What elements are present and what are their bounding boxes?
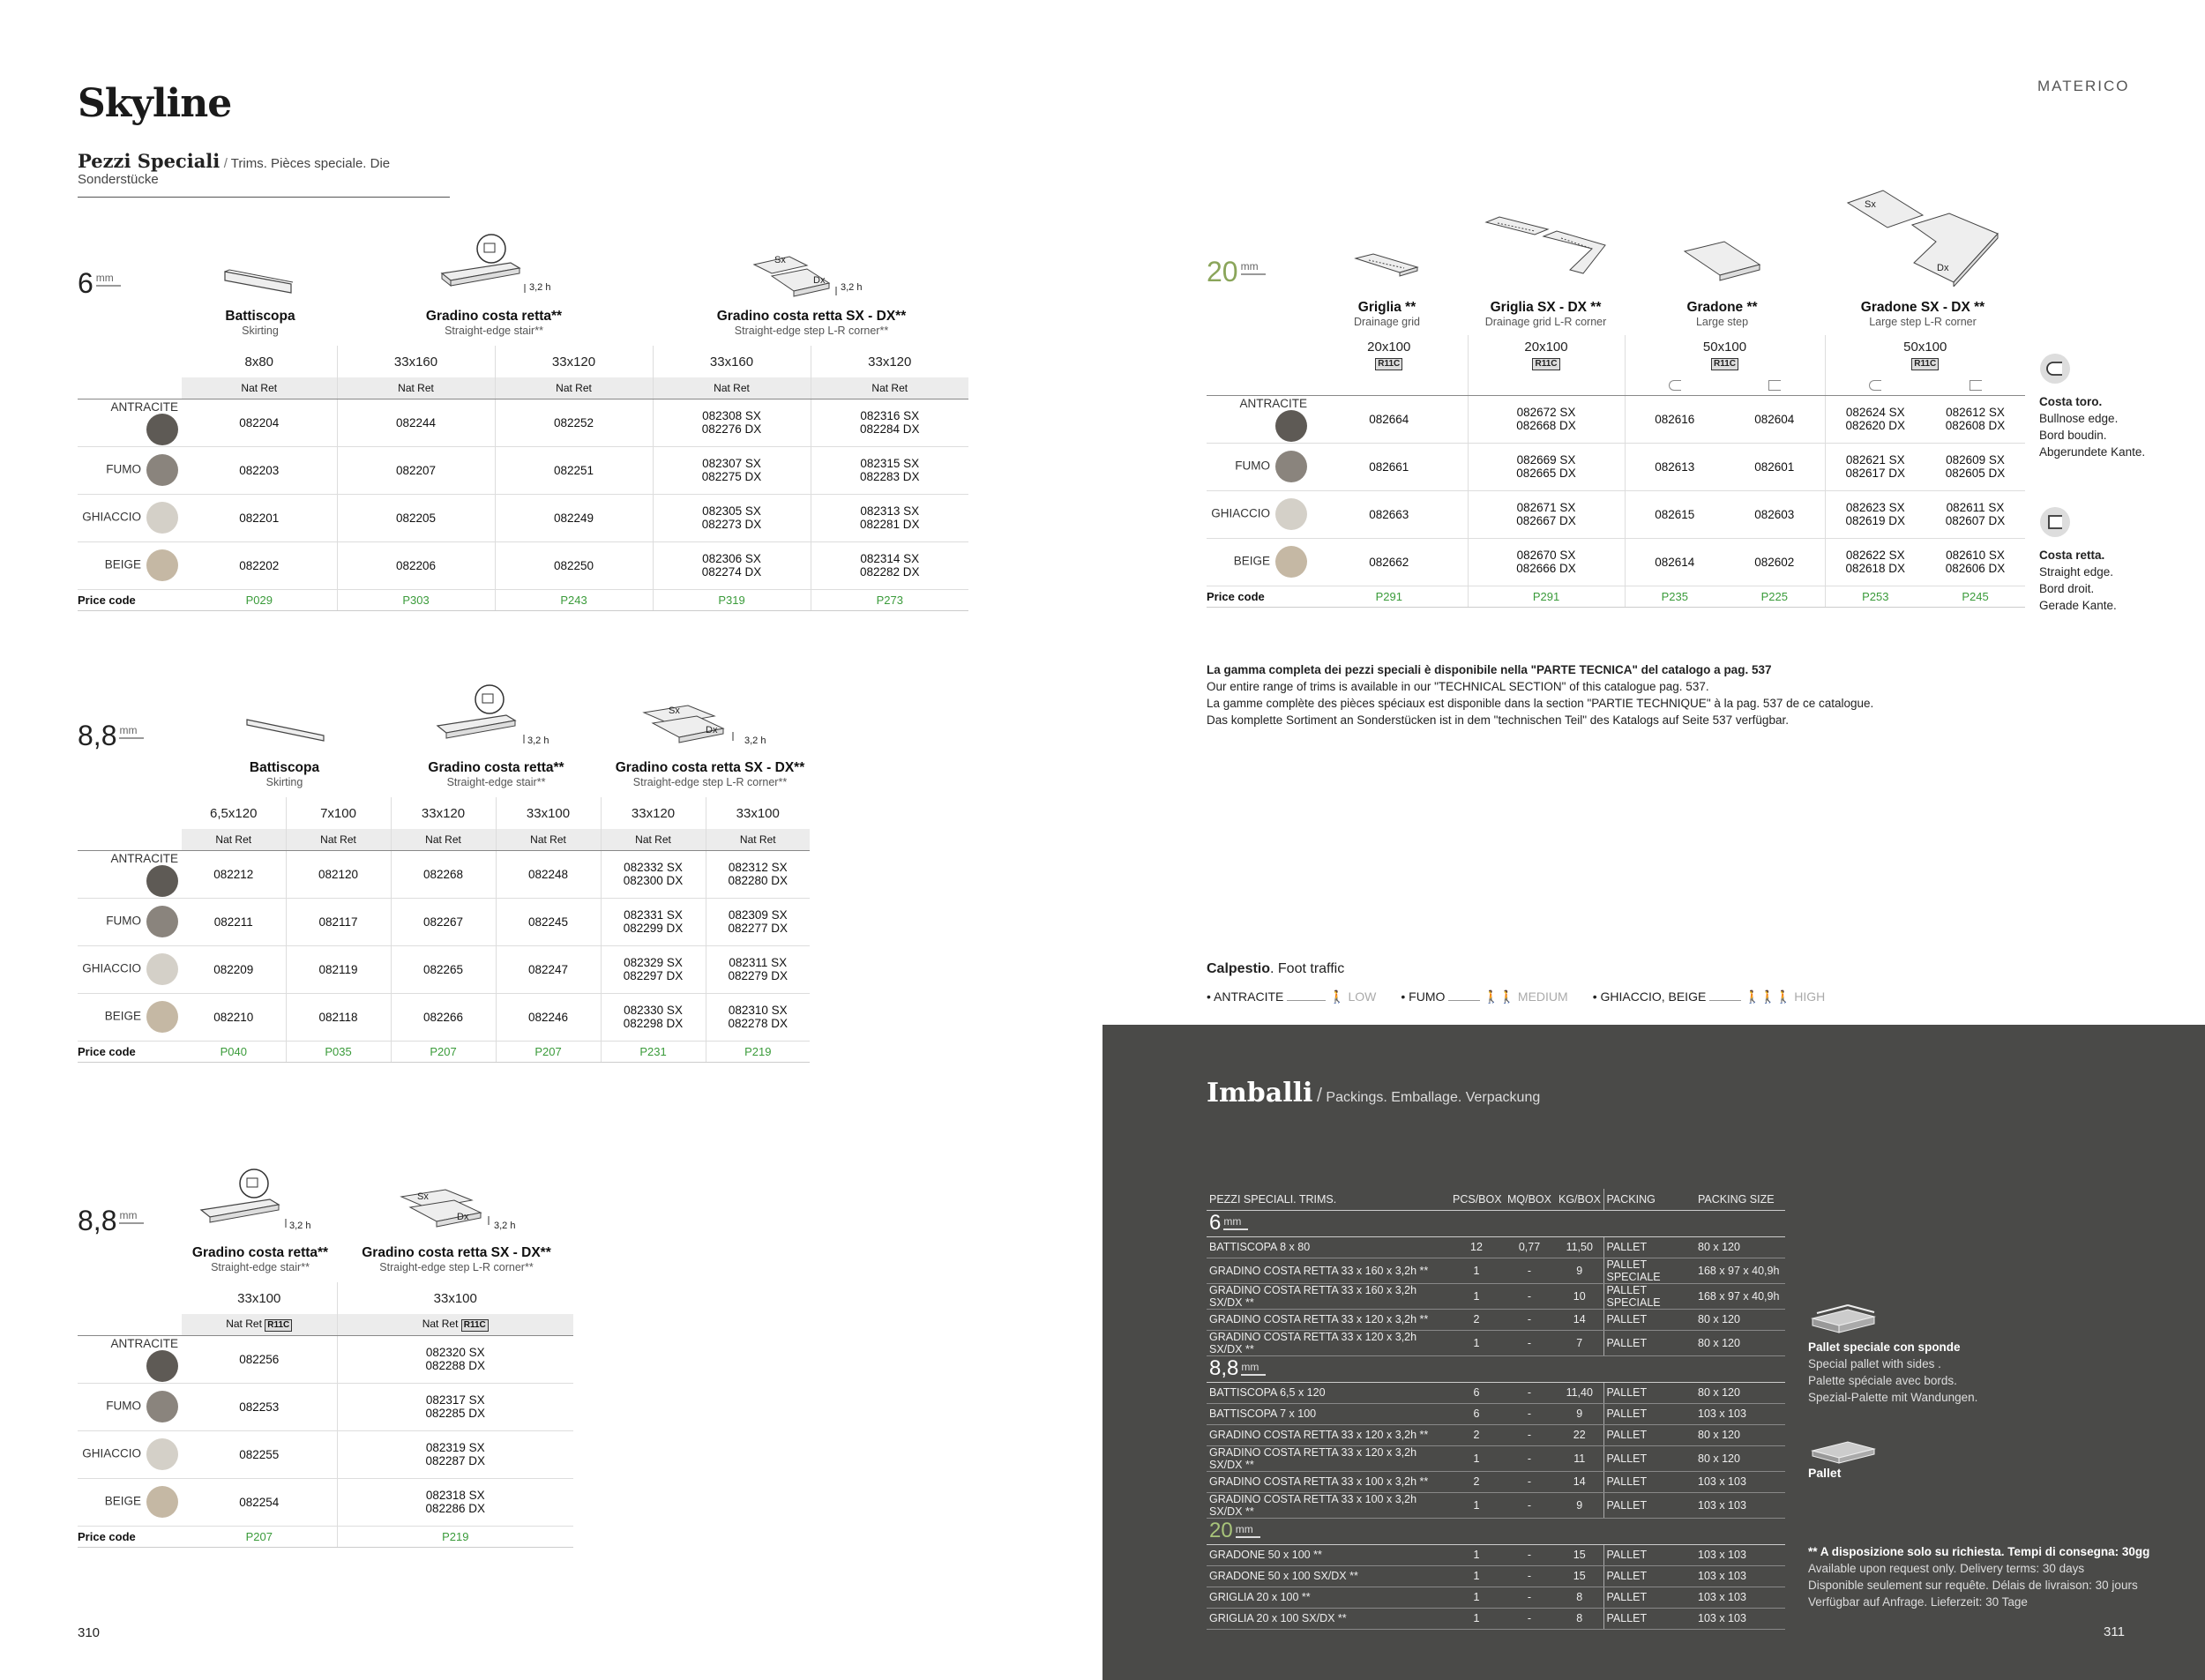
table-row: BEIGE 082254 082318 SX 082286 DX [78, 1478, 573, 1526]
table-row: GRADINO COSTA RETTA 33 x 100 x 3,2h ** 2 - 14 PALLET 103 x 103 [1207, 1471, 1785, 1492]
product-gradino: Gradino costa retta** Straight-edge stair** [425, 309, 563, 337]
bullnose-edge-icon [2039, 353, 2071, 385]
trims-table-6mm: 8x80 33x160 33x120 33x160 33x120 Nat Ret Nat Ret Nat Ret Nat Ret Nat Ret ANTRACITE 082204 082244 082252 082308 SX 082276 DX 082316 SX 082284 DX FUMO 082203 082207 082251 082307 SX 082275 DX 082315 SX 082283 DX GHIACCIO 082201 082205 082249 082305 SX 082273 DX 082313 SX 082281 DX BEIGE 082202 082206 082250 082306 SX 082274 DX 082314 SX 082282 DX Price code P029 P303 P243 P319 P273 [78, 346, 968, 611]
table-row: GRADINO COSTA RETTA 33 x 100 x 3,2h SX/DX ** 1 - 9 PALLET 103 x 103 [1207, 1492, 1785, 1518]
straight-edge-icon [1768, 380, 1781, 391]
packings-table: PEZZI SPECIALI. TRIMS. PCS/BOX MQ/BOX KG/BOX PACKING PACKING SIZE 6 mm BATTISCOPA 8 x 80 12 0,77 11,50 PALLET 80 x 120 GRADINO COSTA RETTA 33 x 160 x 3,2h ** 1 - 9 PALLET SPECIALE 168 x 97 x 40,9h GRADINO COSTA RETTA 33 x 160 x 3,2h SX/DX ** 1 - 10 PALLET SPECIALE 168 x 97 x 40,9h GRADINO COSTA RETTA 33 x 120 x 3,2h ** 2 - 14 PALLET 80 x 120 GRADINO COSTA RETTA 33 x 120 x 3,2h SX/DX ** 1 - 7 PALLET 80 x 120 8,8 mm BATTISCOPA 6,5 x 120 6 - 11,40 PALLET 80 x 120 BATTISCOPA 7 x 100 6 - 9 PALLET 103 x 103 GRADINO COSTA RETTA 33 x 120 x 3,2h ** 2 - 22 PALLET 80 x 120 GRADINO COSTA RETTA 33 x 120 x 3,2h SX/DX ** 1 - 11 PALLET 80 x 120 GRADINO COSTA RETTA 33 x 100 x 3,2h ** 2 - 14 PALLET 103 x 103 GRADINO COSTA RETTA 33 x 100 x 3,2h SX/DX ** 1 - 9 PALLET 103 x 103 20 mm GRADONE 50 x 100 ** 1 - 15 PALLET 103 x 103 GRADONE 50 x 100 SX/DX ** 1 - 15 PALLET 103 x 103 GRIGLIA 20 x 100 ** 1 - 8 PALLET 103 x 103 GRIGLIA 20 x 100 SX/DX ** 1 - 8 PALLET 103 x 103 [1207, 1189, 1785, 1630]
product-griglia: Griglia ** Drainage grid [1353, 300, 1421, 328]
swatch-antracite [146, 1350, 178, 1382]
gradone-drawing-icon [1680, 238, 1764, 287]
table-row: ANTRACITE 082256 082320 SX 082288 DX [78, 1335, 573, 1383]
height-label: 3,2 h [529, 282, 551, 293]
table-row: GHIACCIO 082255 082319 SX 082287 DX [78, 1430, 573, 1478]
product-gradino-sxdx: Gradino costa retta SX - DX** Straight-edge step L-R corner** [362, 1245, 551, 1273]
foot-traffic-title: Calpestio. Foot traffic [1207, 961, 1345, 976]
section-heading: Pezzi Speciali [78, 150, 220, 172]
table-row: ANTRACITE 082664 082672 SX 082668 DX 082616 082604 082624 SX 082620 DX 082612 SX 082608 DX [1207, 395, 2025, 443]
thickness-8-8mm [78, 721, 144, 750]
foot-traffic-legend [1207, 989, 1825, 1004]
straight-edge-icon [1970, 380, 1982, 391]
straight-edge-icon [2039, 506, 2071, 538]
thickness-8-8mm [78, 1206, 144, 1235]
sx-label: Sx [669, 706, 680, 716]
r11c-badge: R11C [1532, 358, 1559, 370]
swatch-beige [1275, 546, 1307, 578]
height-label: 3,2 h [494, 1221, 516, 1231]
battiscopa-drawing-icon [220, 265, 295, 300]
price-row: Price code P207 P219 [78, 1526, 573, 1547]
gradino-sxdx-drawing-icon [392, 1186, 498, 1239]
table-row: GHIACCIO 082209 082119 082265 082247 082329 SX 082297 DX 082311 SX 082279 DX [78, 945, 810, 993]
dx-label: Dx [1937, 263, 1949, 273]
table-row: FUMO 082253 082317 SX 082285 DX [78, 1383, 573, 1430]
mm-unit: mm [119, 724, 138, 736]
swatch-fumo [146, 906, 178, 937]
mm-unit: mm [95, 272, 114, 284]
table-row: ANTRACITE 082204 082244 082252 082308 SX 082276 DX 082316 SX 082284 DX [78, 399, 968, 446]
trims-table-8-8mm-r11c: 33x100 33x100 Nat Ret R11C Nat Ret R11C ANTRACITE 082256 082320 SX 082288 DX FUMO 082253 082317 SX 082285 DX GHIACCIO 082255 082319 SX 082287 DX BEIGE 082254 082318 SX 082286 DX Price code P207 P219 [78, 1282, 573, 1548]
traffic-item: • FUMO 🚶🚶 MEDIUM [1401, 989, 1568, 1004]
height-label: 3,2 h [289, 1221, 311, 1231]
straight-edge-legend: Costa retta. Straight edge. Bord droit. Gerade Kante. [2039, 549, 2117, 612]
dx-label: Dx [706, 725, 718, 735]
catalogue-note: La gamma completa dei pezzi speciali è disponibile nella "PARTE TECNICA" del catalogo a pag. 537 Our entire range of trims is available in our "TECHNICAL SECTION" of this catalogue pag. 537. La gamme complète des pièces spéciaux est disponible dans la section "PARTIE TECHNIQUE" à la pag. 537 de ce catalogue. Das komplette Sortiment an Sonderstücken ist in dem "technischen Teil" des Katalogs auf Seite 537 verfügbar. [1207, 663, 1874, 727]
price-row: Price code P291 P291 P235 P225 P253 P245 [1207, 586, 2025, 607]
r11c-badge: R11C [461, 1319, 489, 1332]
walkers-icon: 🚶🚶 [1484, 989, 1515, 1004]
product-gradino-sxdx: Gradino costa retta SX - DX** Straight-edge step L-R corner** [716, 309, 907, 337]
r11c-badge: R11C [1711, 358, 1738, 370]
table-row: BATTISCOPA 7 x 100 6 - 9 PALLET 103 x 103 [1207, 1403, 1785, 1424]
sx-label: Sx [1865, 199, 1876, 210]
swatch-fumo [1275, 451, 1307, 482]
page-number-right: 311 [2104, 1624, 2125, 1639]
trims-table-20mm: 20x100 R11C 20x100 R11C 50x100 R11C 50x100 R11C ANTRACITE 082664 082672 SX 082668 DX 082616 082604 082624 SX 082620 DX 082612 SX 082608 DX FUMO 082661 082669 SX 082665 DX 082613 082601 082621 SX 082617 DX 082609 SX 082605 DX GHIACCIO 082663 082671 SX 082667 DX 082615 082603 082623 SX 082619 DX 082611 SX 082607 DX BEIGE 082662 082670 SX 082666 DX 082614 082602 082622 SX 082618 DX 082610 SX 082606 DX Price code P291 P291 P235 P225 P253 P245 [1207, 335, 2025, 608]
mm-unit: mm [1240, 260, 1259, 273]
table-row: BATTISCOPA 6,5 x 120 6 - 11,40 PALLET 80 x 120 [1207, 1382, 1785, 1403]
traffic-item: • GHIACCIO, BEIGE 🚶🚶🚶 HIGH [1592, 989, 1826, 1004]
table-row: GRADINO COSTA RETTA 33 x 120 x 3,2h ** 2 - 22 PALLET 80 x 120 [1207, 1424, 1785, 1445]
bullnose-edge-icon [1669, 380, 1681, 391]
swatch-fumo [146, 454, 178, 486]
r11c-badge: R11C [265, 1319, 292, 1332]
swatch-ghiaccio [146, 953, 178, 985]
table-row: GRADINO COSTA RETTA 33 x 120 x 3,2h ** 2 - 14 PALLET 80 x 120 [1207, 1309, 1785, 1330]
section-sep: / [223, 156, 228, 171]
table-row: GRADONE 50 x 100 SX/DX ** 1 - 15 PALLET 103 x 103 [1207, 1565, 1785, 1587]
page-title: Skyline [78, 81, 232, 126]
bullnose-edge-icon [1869, 380, 1881, 391]
table-row: FUMO 082661 082669 SX 082665 DX 082613 082601 082621 SX 082617 DX 082609 SX 082605 DX [1207, 443, 2025, 490]
product-gradino: Gradino costa retta** Straight-edge stair** [191, 1245, 329, 1273]
swatch-antracite [146, 865, 178, 897]
thickness-20mm [1207, 258, 1266, 286]
crowd-icon: 🚶🚶🚶 [1745, 989, 1791, 1004]
griglia-sxdx-drawing-icon [1482, 210, 1610, 280]
page-number-left: 310 [78, 1625, 101, 1640]
thickness-value: 8,8 [78, 720, 117, 751]
special-pallet-icon [1808, 1303, 1879, 1338]
table-row: GHIACCIO 082663 082671 SX 082667 DX 082615 082603 082623 SX 082619 DX 082611 SX 082607 DX [1207, 490, 2025, 538]
price-row: Price code P040 P035 P207 P207 P231 P219 [78, 1041, 810, 1062]
traffic-item: • ANTRACITE 🚶 LOW [1207, 989, 1377, 1004]
griglia-drawing-icon [1351, 250, 1422, 285]
height-label: 3,2 h [527, 735, 549, 746]
thickness-6mm [78, 269, 121, 297]
r11c-badge: R11C [1911, 358, 1939, 370]
bullnose-legend: Costa toro. Bullnose edge. Bord boudin. Abgerundete Kante. [2039, 395, 2146, 459]
packings-subtitle: Packings. Emballage. Verpackung [1326, 1090, 1541, 1105]
pallet-legend: Pallet [1808, 1466, 1842, 1480]
availability-note: ** A disposizione solo su richiesta. Tempi di consegna: 30gg Available upon request only. Delivery terms: 30 days Disponible seulement sur requête. Délais de livraison: 30 jours Verfügbar auf Anfrage. Lieferzeit: 30 Tage [1808, 1545, 2150, 1609]
table-row: ANTRACITE 082212 082120 082268 082248 082332 SX 082300 DX 082312 SX 082280 DX [78, 850, 810, 898]
thickness-value: 8,8 [78, 1205, 117, 1236]
special-pallet-legend: Pallet speciale con sponde Special pallet with sides . Palette spéciale avec bords. Spezial-Palette mit Wandungen. [1808, 1340, 1978, 1404]
product-battiscopa: Battiscopa Skirting [249, 760, 320, 788]
packings-header: Imballi / Packings. Emballage. Verpackung [1207, 1078, 1541, 1109]
table-row: BATTISCOPA 8 x 80 12 0,77 11,50 PALLET 80 x 120 [1207, 1236, 1785, 1258]
r11c-badge: R11C [1375, 358, 1402, 370]
battiscopa-drawing-icon [243, 713, 331, 748]
table-row: GHIACCIO 082201 082205 082249 082305 SX 082273 DX 082313 SX 082281 DX [78, 494, 968, 541]
table-row: GRIGLIA 20 x 100 SX/DX ** 1 - 8 PALLET 103 x 103 [1207, 1608, 1785, 1629]
swatch-beige [146, 549, 178, 581]
gradino-sxdx-drawing-icon [745, 251, 842, 304]
product-battiscopa: Battiscopa Skirting [225, 309, 295, 337]
dx-label: Dx [813, 275, 826, 286]
table-row: FUMO 082203 082207 082251 082307 SX 082275 DX 082315 SX 082283 DX [78, 446, 968, 494]
mm-unit: mm [119, 1209, 138, 1221]
packings-title: Imballi [1207, 1078, 1313, 1109]
table-row: GRADINO COSTA RETTA 33 x 120 x 3,2h SX/DX ** 1 - 11 PALLET 80 x 120 [1207, 1445, 1785, 1471]
thickness-value: 6 [78, 267, 93, 299]
packings-panel [1102, 1025, 2205, 1680]
table-row: GRIGLIA 20 x 100 ** 1 - 8 PALLET 103 x 103 [1207, 1587, 1785, 1608]
thickness-value: 20 [1207, 256, 1238, 287]
table-row: FUMO 082211 082117 082267 082245 082331 SX 082299 DX 082309 SX 082277 DX [78, 898, 810, 945]
swatch-ghiaccio [146, 1438, 178, 1470]
height-label: 3,2 h [841, 282, 863, 293]
swatch-ghiaccio [1275, 498, 1307, 530]
trims-table-8-8mm: 6,5x120 7x100 33x120 33x100 33x120 33x100 Nat Ret Nat Ret Nat Ret Nat Ret Nat Ret Nat Ret ANTRACITE 082212 082120 082268 082248 082332 SX 082300 DX 082312 SX 082280 DX FUMO 082211 082117 082267 082245 082331 SX 082299 DX 082309 SX 082277 DX GHIACCIO 082209 082119 082265 082247 082329 SX 082297 DX 082311 SX 082279 DX BEIGE 082210 082118 082266 082246 082330 SX 082298 DX 082310 SX 082278 DX Price code P040 P035 P207 P207 P231 P219 [78, 797, 810, 1063]
walker-icon: 🚶 [1329, 989, 1345, 1004]
brand-name: MATERICO [2037, 78, 2130, 94]
sx-label: Sx [774, 255, 786, 265]
swatch-beige [146, 1001, 178, 1033]
swatch-antracite [1275, 410, 1307, 442]
swatch-ghiaccio [146, 502, 178, 534]
swatch-beige [146, 1486, 178, 1518]
product-gradone: Gradone ** Large step [1686, 300, 1758, 328]
price-row: Price code P029 P303 P243 P319 P273 [78, 589, 968, 610]
swatch-fumo [146, 1391, 178, 1422]
pallet-icon [1808, 1435, 1879, 1470]
section-header [78, 150, 450, 198]
swatch-antracite [146, 414, 178, 445]
section-subtitle: Trims. Pièces speciale. Die Sonderstücke [78, 156, 391, 187]
table-row: GRADONE 50 x 100 ** 1 - 15 PALLET 103 x 103 [1207, 1544, 1785, 1565]
gradino-sxdx-drawing-icon [635, 702, 741, 755]
table-row: GRADINO COSTA RETTA 33 x 160 x 3,2h SX/DX ** 1 - 10 PALLET SPECIALE 168 x 97 x 40,9h [1207, 1283, 1785, 1309]
sx-label: Sx [417, 1191, 429, 1202]
table-row: BEIGE 082202 082206 082250 082306 SX 082274 DX 082314 SX 082282 DX [78, 541, 968, 589]
product-gradone-sxdx: Gradone SX - DX ** Large step L-R corner [1860, 300, 1985, 328]
table-row: GRADINO COSTA RETTA 33 x 160 x 3,2h ** 1 - 9 PALLET SPECIALE 168 x 97 x 40,9h [1207, 1258, 1785, 1283]
table-row: BEIGE 082662 082670 SX 082666 DX 082614 082602 082622 SX 082618 DX 082610 SX 082606 DX [1207, 538, 2025, 586]
height-label: 3,2 h [744, 735, 766, 746]
product-gradino: Gradino costa retta** Straight-edge stair** [428, 760, 564, 788]
table-row: GRADINO COSTA RETTA 33 x 120 x 3,2h SX/DX ** 1 - 7 PALLET 80 x 120 [1207, 1330, 1785, 1355]
table-row: BEIGE 082210 082118 082266 082246 082330 SX 082298 DX 082310 SX 082278 DX [78, 993, 810, 1041]
product-gradino-sxdx: Gradino costa retta SX - DX** Straight-edge step L-R corner** [615, 760, 805, 788]
dx-label: Dx [457, 1212, 469, 1222]
product-griglia-sxdx: Griglia SX - DX ** Drainage grid L-R corner [1484, 300, 1607, 328]
